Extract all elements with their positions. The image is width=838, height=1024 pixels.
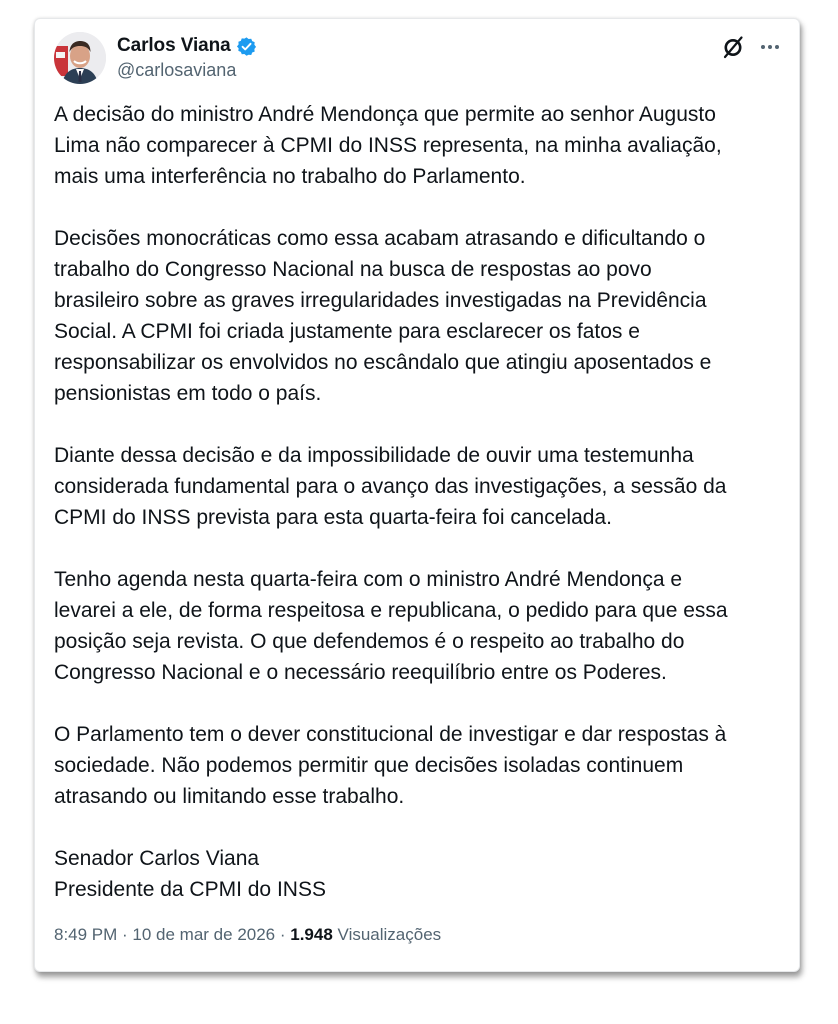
tweet-paragraph: A decisão do ministro André Mendonça que permite ao senhor Augusto Lima não comparecer à CPMI do INSS representa, na minha avaliação, mais uma interferência no trabalho do Parlamento.: [54, 103, 722, 188]
avatar[interactable]: [54, 32, 106, 84]
tweet-card: [34, 18, 800, 972]
tweet-header: [54, 31, 781, 87]
tweet-signature: Senador Carlos Viana Presidente da CPMI do INSS: [54, 847, 326, 901]
verified-badge-icon[interactable]: [236, 36, 257, 57]
tweet-time[interactable]: 8:49 PM: [54, 925, 118, 944]
avatar-photo-icon: [54, 32, 106, 84]
meta-separator: ·: [275, 925, 291, 944]
tweet-paragraph: Decisões monocráticas como essa acabam atrasando e dificultando o trabalho do Congresso Nacional na busca de respostas ao povo brasileiro sobre as graves irregularidades investigadas na Previdência Social. A CPMI foi criada justamente para esclarecer os fatos e responsabilizar os envolvidos no escândalo que atingiu aposentados e pensionistas em todo o país.: [54, 227, 712, 405]
tweet-date[interactable]: 10 de mar de 2026: [132, 925, 276, 944]
grok-icon[interactable]: [721, 35, 745, 59]
tweet-text: [54, 99, 781, 905]
tweet-paragraph: O Parlamento tem o dever constitucional de investigar e dar respostas à sociedade. Não podemos permitir que decisões isoladas continuem atrasando ou limitando esse trabalho.: [54, 723, 727, 808]
more-horizontal-icon[interactable]: [759, 41, 781, 53]
tweet-meta: [54, 925, 441, 945]
meta-separator: ·: [117, 925, 133, 944]
tweet-paragraph: Diante dessa decisão e da impossibilidade de ouvir uma testemunha considerada fundamental para o avanço das investigações, a sessão da CPMI do INSS prevista para esta quarta-feira foi cancelada.: [54, 444, 727, 529]
views-label[interactable]: Visualizações: [337, 925, 442, 944]
author-display-name[interactable]: Carlos Viana: [117, 35, 231, 56]
views-count[interactable]: 1.948: [290, 925, 333, 944]
tweet-paragraph: Tenho agenda nesta quarta-feira com o ministro André Mendonça e levarei a ele, de forma respeitosa e republicana, o pedido para que essa posição seja revista. O que defendemos é o respeito ao trabalho do Congresso Nacional e o necessário reequilíbrio entre os Poderes.: [54, 568, 728, 684]
author-names: [117, 33, 257, 81]
author-handle[interactable]: @carlosaviana: [117, 60, 237, 80]
header-actions: [721, 35, 781, 59]
